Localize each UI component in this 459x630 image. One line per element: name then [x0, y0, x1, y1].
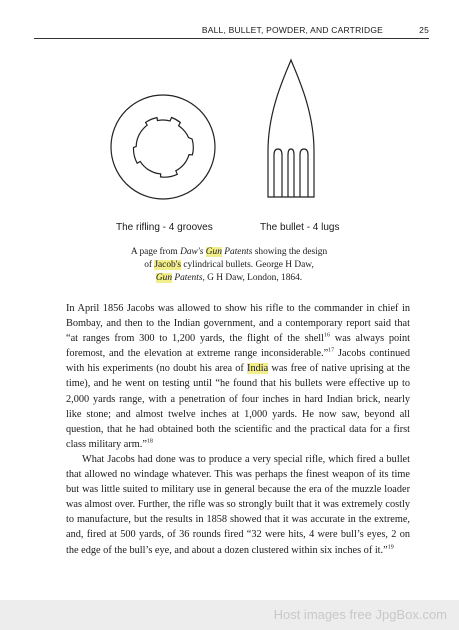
running-title: BALL, BULLET, POWDER, AND CARTRIDGE: [201, 25, 383, 35]
watermark-bar: [0, 600, 459, 630]
rifling-label: The rifling - 4 grooves: [116, 222, 213, 233]
paragraph-2: What Jacobs had done was to produce a very special rifle, which fired a bullet that allowed no windage whatever. This was perhaps the finest weapon of its time but was little suited to military use in general because the era of the muzzle loader was almost over. Further, the rifle was so strongly built that it was extremely costly to manufacture, but the results in 1858 showed that it was accurate in the extreme, and, fired at 500 yards, of 36 rounds fired “32 were hits, 4 were bull’s eyes, 2 on the edge of the bull’s eye, and about a dozen clustered within six inches of it.”$^{19}$: [66, 453, 410, 556]
illustration-drawing: [0, 55, 459, 225]
figure-caption: [100, 246, 358, 285]
paragraph-1: In April 1856 Jacobs was allowed to show his rifle to the commander in chief in Bombay, and then to the Indian government, and a contemporary report said that “at ranges from 300 to 1,200 yards, the flight of the shell$^{16}$ was always point foremost, and the elevation at extreme range inconsiderable.”$^{17}$ Jacobs continued with his experiments (no doubt his area of India was free of native uprising at the time), and he went on testing until “he found that his bullets were effective up to 2,000 yards range, with a penetration of four inches in hard Indian brick, nearly like stone; and almost twelve inches at 1,000 yards. He now saw, beyond all question, that he had obtained both the scientific and the practical data for a first class military arm.”$^{18}$: [66, 303, 411, 450]
running-header: [34, 22, 429, 39]
highlight-india: India: [247, 363, 269, 375]
footnote-ref: 18: [146, 438, 153, 445]
highlight-gun: Gun: [205, 247, 222, 257]
footnote-ref: 16: [324, 332, 331, 339]
bullet-outline: [268, 60, 314, 197]
rifling-bullet-illustration: [0, 55, 459, 245]
bore-with-grooves: [133, 118, 193, 178]
bullet-lug-3: [300, 149, 308, 197]
bullet-label: The bullet - 4 lugs: [260, 222, 340, 233]
caption-text: A page from: [130, 247, 181, 257]
caption-book-title: Gun Patents: [155, 273, 203, 283]
bullet-side-view: [268, 60, 314, 197]
caption-text: showing the design: [252, 247, 328, 257]
highlight-gun: Gun: [155, 273, 173, 283]
barrel-outer-circle: [111, 95, 215, 199]
caption-text: of: [144, 260, 155, 270]
bullet-lug-1: [274, 149, 282, 197]
caption-text: , G H Daw, London, 1864.: [202, 273, 303, 283]
caption-book-title: Daw's Gun Patents: [180, 247, 253, 257]
page-number: 25: [419, 25, 429, 35]
rifling-cross-section: [111, 95, 215, 199]
watermark-text: Host images free JpgBox.com: [273, 607, 447, 622]
footnote-ref: 19: [387, 544, 394, 551]
footnote-ref: 17: [328, 347, 335, 354]
body-text: [66, 301, 410, 558]
highlight-jacobs: Jacob's: [154, 260, 182, 270]
bullet-lug-2: [288, 149, 294, 197]
caption-text: cylindrical bullets. George H Daw,: [181, 260, 314, 270]
